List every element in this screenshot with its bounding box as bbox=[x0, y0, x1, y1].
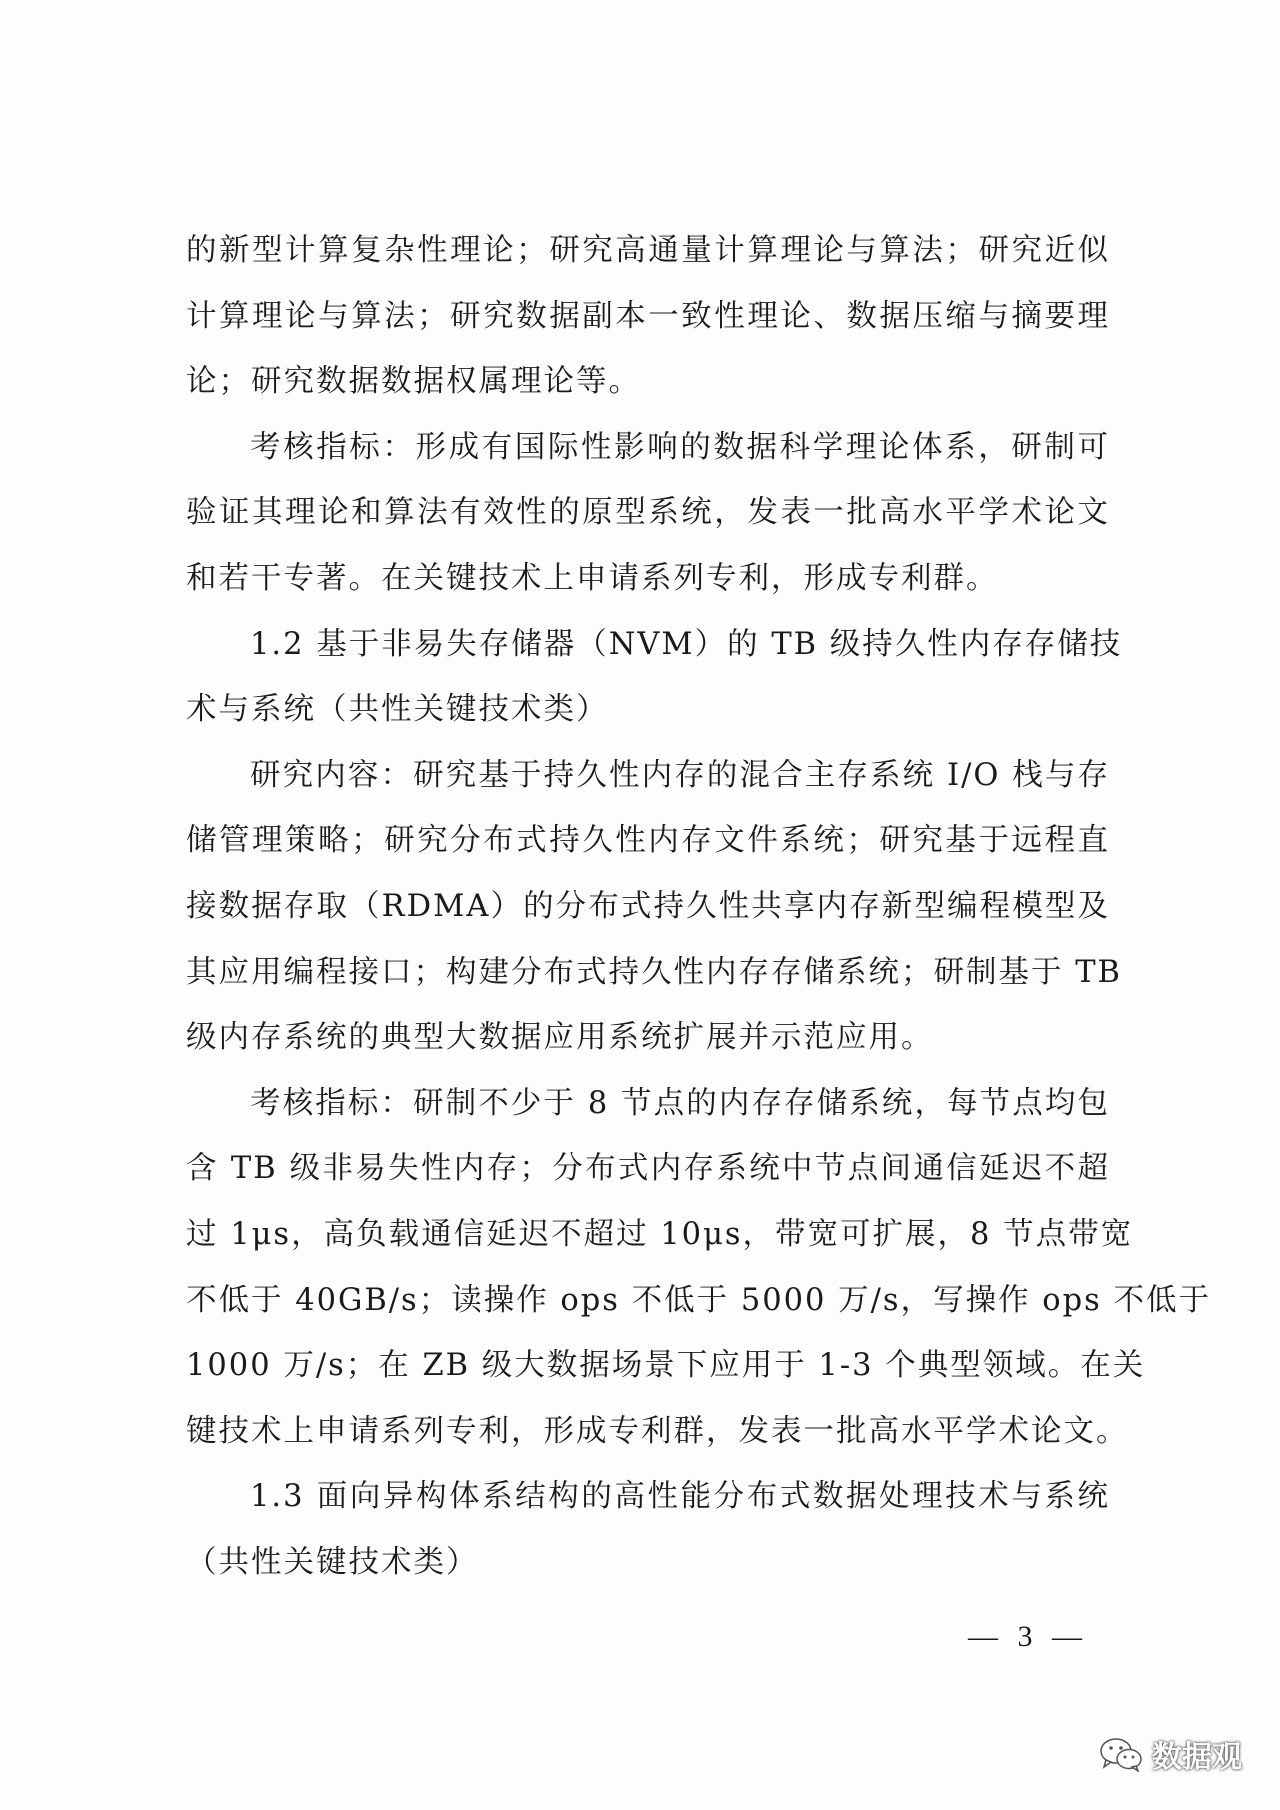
text-line: 储管理策略；研究分布式持久性内存文件系统；研究基于远程直 bbox=[186, 823, 1110, 859]
text-line: 验证其理论和算法有效性的原型系统，发表一批高水平学术论文 bbox=[186, 495, 1110, 531]
text-line: 考核指标：形成有国际性影响的数据科学理论体系，研制可 bbox=[250, 429, 1110, 465]
watermark-text: 数据观 bbox=[1152, 1740, 1242, 1775]
page-number: — 3 — bbox=[968, 1620, 1088, 1653]
paragraph-theory-continuation bbox=[186, 218, 1110, 415]
document-body bbox=[186, 218, 1212, 1595]
text-line: 术与系统（共性关键技术类） bbox=[186, 692, 609, 728]
text-line: 和若干专著。在关键技术上申请系列专利，形成专利群。 bbox=[186, 560, 999, 596]
text-line: 级内存系统的典型大数据应用系统扩展并示范应用。 bbox=[186, 1020, 934, 1056]
watermark bbox=[1098, 1732, 1242, 1776]
text-line: 过 1μs，高负载通信延迟不超过 10μs，带宽可扩展，8 节点带宽 bbox=[186, 1216, 1134, 1252]
wechat-icon bbox=[1098, 1736, 1144, 1772]
text-line: 含 TB 级非易失性内存；分布式内存系统中节点间通信延迟不超 bbox=[186, 1151, 1110, 1187]
paragraph-assessment-1-1 bbox=[186, 415, 1110, 612]
text-line: 1.3 面向异构体系结构的高性能分布式数据处理技术与系统 bbox=[250, 1479, 1110, 1515]
text-line: 接数据存取（RDMA）的分布式持久性共享内存新型编程模型及 bbox=[186, 888, 1110, 924]
text-line: 论；研究数据数据权属理论等。 bbox=[186, 364, 641, 400]
section-heading-1-3 bbox=[186, 1464, 1110, 1595]
text-line: 的新型计算复杂性理论；研究高通量计算理论与算法；研究近似 bbox=[186, 233, 1110, 268]
text-line: 1.2 基于非易失存储器（NVM）的 TB 级持久性内存存储技 bbox=[250, 626, 1123, 662]
text-line: 不低于 40GB/s；读操作 ops 不低于 5000 万/s，写操作 ops 不低于 bbox=[186, 1282, 1212, 1318]
text-line: 考核指标：研制不少于 8 节点的内存存储系统，每节点均包 bbox=[250, 1085, 1110, 1121]
paragraph-assessment-1-2 bbox=[186, 1071, 1212, 1465]
text-line: 1000 万/s；在 ZB 级大数据场景下应用于 1-3 个典型领域。在关 bbox=[186, 1348, 1146, 1384]
text-line: 其应用编程接口；构建分布式持久性内存存储系统；研制基于 TB bbox=[186, 954, 1122, 990]
text-line: 研究内容：研究基于持久性内存的混合主存系统 I/O 栈与存 bbox=[250, 757, 1110, 793]
text-line: （共性关键技术类） bbox=[186, 1544, 479, 1580]
text-line: 计算理论与算法；研究数据副本一致性理论、数据压缩与摘要理 bbox=[186, 298, 1110, 334]
text-line: 键技术上申请系列专利，形成专利群，发表一批高水平学术论文。 bbox=[186, 1413, 1129, 1449]
paragraph-research-content-1-2 bbox=[186, 743, 1122, 1071]
section-heading-1-2 bbox=[186, 612, 1123, 743]
